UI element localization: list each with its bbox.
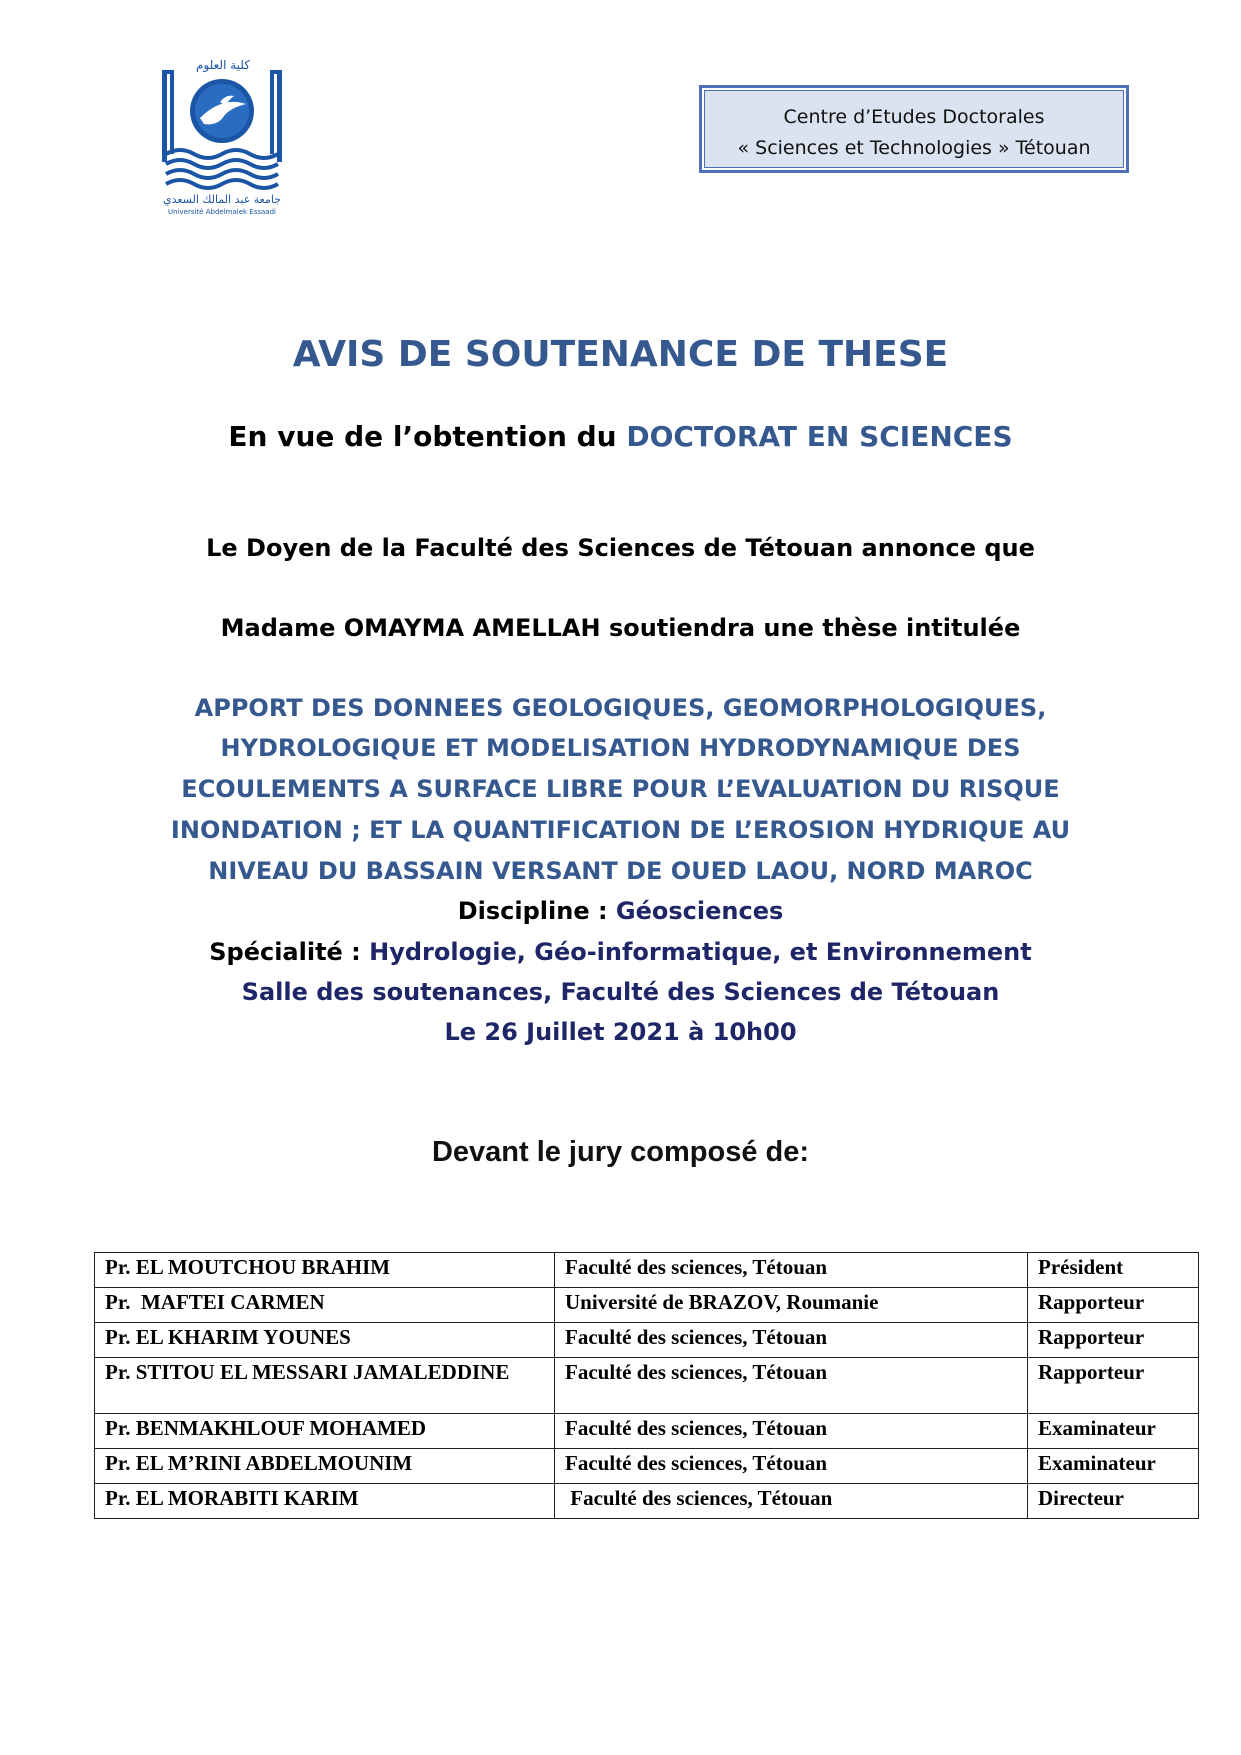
defense-date: Le 26 Juillet 2021 à 10h00: [444, 1018, 797, 1046]
jury-name: Pr. EL MORABITI KARIM: [95, 1484, 555, 1519]
thesis-title-line: ECOULEMENTS A SURFACE LIBRE POUR L’EVALUATION DU RISQUE: [181, 775, 1060, 803]
jury-name: Pr. STITOU EL MESSARI JAMALEDDINE: [95, 1358, 555, 1414]
table-row: [95, 1414, 1199, 1449]
specialty-value: Hydrologie, Géo-informatique, et Environnement: [369, 938, 1032, 966]
dean-announcement: Le Doyen de la Faculté des Sciences de Tétouan annonce que: [206, 534, 1035, 562]
jury-name: Pr. EL M’RINI ABDELMOUNIM: [95, 1449, 555, 1484]
jury-institution: Faculté des sciences, Tétouan: [555, 1358, 1028, 1414]
table-row: [95, 1253, 1199, 1288]
thesis-title-line: HYDROLOGIQUE ET MODELISATION HYDRODYNAMIQUE DES: [220, 734, 1021, 762]
table-row: [95, 1358, 1199, 1414]
table-row: [95, 1288, 1199, 1323]
defense-location: Salle des soutenances, Faculté des Sciences de Tétouan: [241, 978, 1000, 1006]
jury-role: Président: [1028, 1253, 1199, 1288]
thesis-title-line: INONDATION ; ET LA QUANTIFICATION DE L’EROSION HYDRIQUE AU: [170, 816, 1071, 844]
doctoral-center-line1: Centre d’Etudes Doctorales: [783, 106, 1045, 128]
subtitle-prefix: En vue de l’obtention du: [228, 420, 627, 453]
page-title: AVIS DE SOUTENANCE DE THESE: [292, 334, 949, 375]
subtitle: [0, 420, 1241, 453]
faculty-logo: [160, 58, 284, 218]
discipline-value: Géosciences: [615, 897, 784, 925]
doctoral-center-line2: « Sciences et Technologies » Tétouan: [737, 137, 1091, 159]
jury-heading: Devant le jury composé de:: [431, 1136, 810, 1168]
jury-institution: Faculté des sciences, Tétouan: [555, 1323, 1028, 1358]
jury-name: Pr. EL KHARIM YOUNES: [95, 1323, 555, 1358]
jury-name: Pr. BENMAKHLOUF MOHAMED: [95, 1414, 555, 1449]
jury-role: Rapporteur: [1028, 1358, 1199, 1414]
candidate-line: Madame OMAYMA AMELLAH soutiendra une thèse intitulée: [220, 614, 1021, 642]
jury-institution: Faculté des sciences, Tétouan: [555, 1253, 1028, 1288]
jury-name: Pr. EL MOUTCHOU BRAHIM: [95, 1253, 555, 1288]
discipline: [0, 897, 1241, 925]
doctoral-center-box: [699, 85, 1129, 173]
table-row: [95, 1449, 1199, 1484]
logo-latin-bottom: Université Abdelmalek Essaadi: [168, 208, 276, 216]
thesis-title-line: NIVEAU DU BASSAIN VERSANT DE OUED LAOU, NORD MAROC: [208, 857, 1033, 885]
jury-role: Examinateur: [1028, 1449, 1199, 1484]
jury-role: Directeur: [1028, 1484, 1199, 1519]
specialty: [0, 938, 1241, 966]
jury-institution: Université de BRAZOV, Roumanie: [555, 1288, 1028, 1323]
table-row: [95, 1323, 1199, 1358]
jury-institution: Faculté des sciences, Tétouan: [555, 1449, 1028, 1484]
discipline-label: Discipline :: [457, 897, 616, 925]
jury-role: Rapporteur: [1028, 1323, 1199, 1358]
logo-arabic-bottom: جامعة عبد المالك السعدي: [162, 193, 282, 206]
thesis-title-line: APPORT DES DONNEES GEOLOGIQUES, GEOMORPHOLOGIQUES,: [194, 694, 1047, 722]
table-row: [95, 1484, 1199, 1519]
degree-name: DOCTORAT EN SCIENCES: [626, 420, 1013, 453]
jury-institution: Faculté des sciences, Tétouan: [555, 1414, 1028, 1449]
jury-table: [94, 1252, 1199, 1519]
specialty-label: Spécialité :: [209, 938, 370, 966]
logo-arabic-top: كلية العلوم: [196, 58, 250, 72]
jury-institution: Faculté des sciences, Tétouan: [555, 1484, 1028, 1519]
logo-emblem-icon: [160, 66, 284, 196]
jury-role: Examinateur: [1028, 1414, 1199, 1449]
jury-name: Pr. MAFTEI CARMEN: [95, 1288, 555, 1323]
jury-role: Rapporteur: [1028, 1288, 1199, 1323]
